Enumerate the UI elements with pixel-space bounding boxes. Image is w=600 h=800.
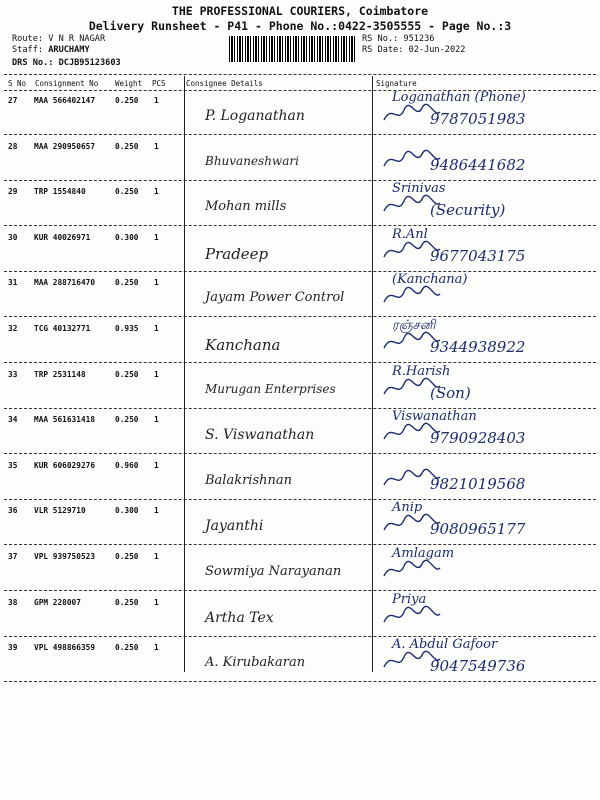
row-sno: 29 — [8, 187, 18, 196]
row-signature-scribble — [382, 649, 442, 673]
row-signature-scribble — [382, 284, 442, 308]
row-sno: 34 — [8, 415, 18, 424]
row-separator — [4, 134, 596, 135]
row-consignee-handwritten: Artha Tex — [205, 610, 274, 626]
row-signature-phone: 9787051983 — [430, 110, 526, 128]
column-divider-signature — [372, 76, 373, 672]
row-signature-name: Loganathan (Phone) — [392, 90, 526, 105]
row-pcs: 1 — [154, 461, 159, 470]
row-signature-scribble — [382, 558, 442, 582]
row-signature-scribble — [382, 193, 442, 217]
row-signature-name: ரஞ்சனி — [392, 318, 436, 333]
row-separator — [4, 681, 596, 682]
row-consignment: TRP 2531148 — [34, 370, 86, 379]
row-separator — [4, 544, 596, 545]
row-consignee-handwritten: Pradeep — [205, 245, 269, 263]
row-consignee-handwritten: Sowmiya Narayanan — [205, 564, 342, 579]
signature-stroke — [384, 469, 440, 485]
row-pcs: 1 — [154, 142, 159, 151]
signature-stroke — [384, 560, 440, 576]
row-consignment: KUR 606029276 — [34, 461, 96, 470]
row-weight: 0.300 — [115, 233, 139, 242]
row-pcs: 1 — [154, 187, 159, 196]
signature-stroke — [384, 241, 440, 257]
row-sno: 35 — [8, 461, 18, 470]
row-pcs: 1 — [154, 233, 159, 242]
row-consignment: MAA 561631418 — [34, 415, 96, 424]
row-signature-scribble — [382, 376, 442, 400]
row-consignment: GPM 228007 — [34, 598, 81, 607]
row-sno: 32 — [8, 324, 18, 333]
row-signature-phone: 9080965177 — [430, 520, 526, 538]
row-weight: 0.960 — [115, 461, 139, 470]
company-title: THE PROFESSIONAL COURIERS, Coimbatore — [171, 4, 429, 18]
row-consignee-handwritten: Bhuvaneshwari — [205, 154, 299, 168]
staff-line — [12, 45, 90, 55]
row-weight: 0.250 — [115, 598, 139, 607]
row-consignee-handwritten: Mohan mills — [205, 199, 287, 214]
row-signature-scribble — [382, 239, 442, 263]
signature-stroke — [384, 286, 440, 302]
row-signature-phone: (Son) — [430, 384, 471, 402]
row-separator — [4, 408, 596, 409]
signature-stroke — [384, 195, 440, 211]
row-signature-name: A. Abdul Gafoor — [392, 637, 498, 652]
row-weight: 0.250 — [115, 278, 139, 287]
row-signature-scribble — [382, 512, 442, 536]
row-consignee-handwritten: Murugan Enterprises — [205, 382, 336, 396]
row-sno: 36 — [8, 506, 18, 515]
row-signature-scribble — [382, 330, 442, 354]
row-consignee-handwritten: Jayanthi — [205, 518, 264, 534]
row-signature-name: Anip — [392, 500, 423, 515]
row-sno: 38 — [8, 598, 18, 607]
row-pcs: 1 — [154, 643, 159, 652]
drs-number: DCJB95123603 — [58, 58, 121, 68]
drs-label: DRS No.: — [12, 58, 54, 68]
row-pcs: 1 — [154, 324, 159, 333]
col-header-consignment: Consignment No — [35, 79, 99, 88]
row-separator — [4, 453, 596, 454]
row-sno: 33 — [8, 370, 18, 379]
row-consignment: VLR 5129710 — [34, 506, 86, 515]
rs-date: RS Date: 02-Jun-2022 — [362, 45, 466, 55]
row-consignee-handwritten: P. Loganathan — [205, 108, 305, 124]
row-signature-phone: 9344938922 — [430, 338, 526, 356]
row-consignment: KUR 40026971 — [34, 233, 91, 242]
col-header-sno: S No — [8, 79, 27, 88]
row-weight: 0.250 — [115, 187, 139, 196]
row-signature-phone: 9790928403 — [430, 429, 526, 447]
row-signature-phone: 9821019568 — [430, 475, 526, 493]
row-signature-name: R.Harish — [392, 364, 451, 379]
row-pcs: 1 — [154, 415, 159, 424]
row-weight: 0.300 — [115, 506, 139, 515]
col-header-weight: Weight — [115, 79, 143, 88]
row-weight: 0.250 — [115, 142, 139, 151]
row-sno: 28 — [8, 142, 18, 151]
signature-stroke — [384, 514, 440, 530]
col-header-pcs: PCS — [152, 79, 166, 88]
row-weight: 0.250 — [115, 370, 139, 379]
signature-stroke — [384, 104, 440, 120]
row-consignment: MAA 288716470 — [34, 278, 96, 287]
row-consignee-handwritten: Balakrishnan — [205, 473, 293, 488]
row-sno: 31 — [8, 278, 18, 287]
row-signature-scribble — [382, 102, 442, 126]
row-separator — [4, 590, 596, 591]
row-weight: 0.935 — [115, 324, 139, 333]
staff-name: ARUCHAMY — [48, 45, 90, 55]
row-consignment: TRP 1554840 — [34, 187, 86, 196]
row-consignment: MAA 290950657 — [34, 142, 96, 151]
row-signature-name: Priya — [392, 592, 427, 607]
row-signature-phone: 9047549736 — [430, 657, 526, 675]
signature-stroke — [384, 423, 440, 439]
signature-stroke — [384, 150, 440, 166]
signature-stroke — [384, 378, 440, 394]
row-weight: 0.250 — [115, 643, 139, 652]
row-consignment: VPL 939750523 — [34, 552, 96, 561]
row-separator — [4, 499, 596, 500]
signature-stroke — [384, 606, 440, 622]
row-signature-scribble — [382, 421, 442, 445]
barcode — [229, 36, 356, 62]
row-signature-name: Viswanathan — [392, 409, 477, 424]
col-header-signature: Signature — [376, 79, 417, 88]
row-signature-phone: 9677043175 — [430, 247, 526, 265]
row-signature-name: R.Anl — [392, 227, 428, 242]
row-separator — [4, 180, 596, 181]
row-weight: 0.250 — [115, 96, 139, 105]
row-pcs: 1 — [154, 552, 159, 561]
row-pcs: 1 — [154, 598, 159, 607]
row-signature-name: Amlagam — [392, 546, 455, 561]
row-signature-name: Srinivas — [392, 181, 446, 196]
col-header-consignee: Consignee Details — [186, 79, 263, 88]
row-sno: 37 — [8, 552, 18, 561]
row-pcs: 1 — [154, 278, 159, 287]
row-consignee-handwritten: A. Kirubakaran — [205, 655, 306, 670]
row-signature-scribble — [382, 604, 442, 628]
route-label: Route: V N R NAGAR — [12, 34, 106, 44]
row-weight: 0.250 — [115, 415, 139, 424]
staff-label: Staff: — [12, 45, 44, 55]
row-sno: 30 — [8, 233, 18, 242]
row-weight: 0.250 — [115, 552, 139, 561]
row-consignment: VPL 498866359 — [34, 643, 96, 652]
column-divider-consignee — [184, 76, 185, 672]
runsheet-subtitle: Delivery Runsheet - P41 - Phone No.:0422-3505555 - Page No.:3 — [88, 19, 512, 33]
row-sno: 27 — [8, 96, 18, 105]
row-sno: 39 — [8, 643, 18, 652]
signature-stroke — [384, 332, 440, 348]
row-signature-name: (Kanchana) — [392, 272, 468, 287]
row-separator — [4, 316, 596, 317]
row-signature-phone: 9486441682 — [430, 156, 526, 174]
row-pcs: 1 — [154, 506, 159, 515]
row-separator — [4, 636, 596, 637]
row-signature-scribble — [382, 467, 442, 491]
row-separator — [4, 225, 596, 226]
row-separator — [4, 271, 596, 272]
row-pcs: 1 — [154, 96, 159, 105]
row-consignee-handwritten: Kanchana — [205, 336, 281, 354]
row-separator — [4, 362, 596, 363]
drs-line — [12, 58, 121, 68]
row-pcs: 1 — [154, 370, 159, 379]
signature-stroke — [384, 651, 440, 667]
row-signature-phone: (Security) — [430, 201, 506, 219]
row-consignee-handwritten: Jayam Power Control — [205, 290, 345, 305]
row-consignee-handwritten: S. Viswanathan — [205, 427, 315, 443]
row-signature-scribble — [382, 148, 442, 172]
row-consignment: TCG 40132771 — [34, 324, 91, 333]
header-top-rule — [4, 74, 596, 75]
row-consignment: MAA 566402147 — [34, 96, 96, 105]
rs-number: RS No.: 951236 — [362, 34, 435, 44]
